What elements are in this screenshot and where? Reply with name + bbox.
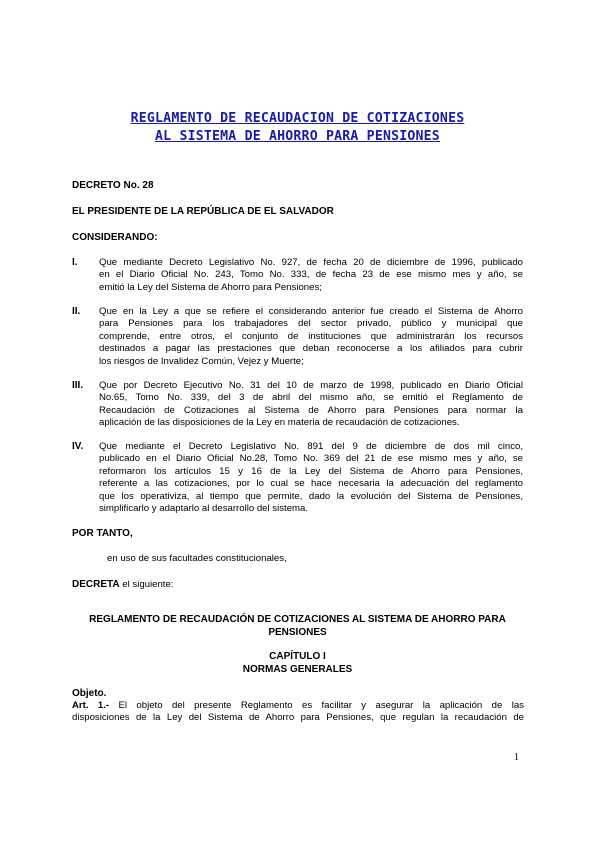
decreto-number: DECRETO No. 28 bbox=[72, 180, 154, 191]
presidente-heading: EL PRESIDENTE DE LA REPÚBLICA DE EL SALVADOR bbox=[72, 206, 334, 217]
considerando-paragraph-1 bbox=[99, 257, 523, 294]
chapter-heading bbox=[60, 651, 535, 676]
considerando-numeral-3: III. bbox=[72, 380, 84, 391]
paragraph-line: aplicación de las disposiciones de la Ley en materia de recaudación de cotizaciones. bbox=[99, 417, 460, 429]
document-title-line-2: AL SISTEMA DE AHORRO PARA PENSIONES bbox=[155, 129, 440, 144]
decreta-rest: el siguiente: bbox=[119, 579, 174, 590]
considerando-paragraph-4 bbox=[99, 441, 523, 515]
considerando-numeral-1: I. bbox=[72, 257, 78, 268]
chapter-number: CAPÍTULO I bbox=[269, 651, 326, 662]
objeto-heading: Objeto. bbox=[72, 688, 107, 699]
considerando-paragraph-2 bbox=[99, 306, 523, 368]
article-1-label: Art. 1.- bbox=[72, 700, 110, 711]
paragraph-line: referente a las cotizaciones, por lo cual se hace necesaria la adecuación del reglamento bbox=[99, 478, 523, 490]
paragraph-line: Que en la Ley a que se refiere el considerando anterior fue creado el Sistema de Ahorro bbox=[99, 306, 523, 317]
chapter-title: NORMAS GENERALES bbox=[242, 663, 353, 675]
decreta-line bbox=[72, 579, 173, 590]
paragraph-line: para Pensiones para los trabajadores del sector privado, público y municipal que bbox=[99, 318, 523, 330]
reglamento-heading bbox=[60, 614, 535, 639]
decreta-bold: DECRETA bbox=[72, 579, 120, 590]
paragraph-line: Que mediante el Decreto Legislativo No. 891 del 9 de diciembre de dos mil cinco, bbox=[99, 441, 523, 452]
por-tanto-heading: POR TANTO, bbox=[72, 528, 133, 539]
reglamento-heading-line-2: PENSIONES bbox=[268, 626, 327, 638]
reglamento-heading-line-1: REGLAMENTO DE RECAUDACIÓN DE COTIZACIONES AL SISTEMA DE AHORRO PARA bbox=[89, 614, 506, 625]
considerando-paragraph-3 bbox=[99, 380, 523, 430]
paragraph-line: disposiciones de la Ley del Sistema de Ahorro para Pensiones, que regulan la recaudación de bbox=[72, 712, 524, 724]
paragraph-line: comprende, entre otros, el conjunto de instituciones que administrarán los recursos bbox=[99, 330, 523, 342]
paragraph-line: los riesgos de Invalidez Común, Vejez y Muerte; bbox=[99, 355, 304, 367]
article-1-text: El objeto del presente Reglamento es facilitar y asegurar la aplicación de las bbox=[109, 700, 524, 711]
page-number: 1 bbox=[514, 752, 519, 763]
document-title-line-1: REGLAMENTO DE RECAUDACION DE COTIZACIONES bbox=[130, 111, 465, 126]
facultades-text: en uso de sus facultades constitucionales, bbox=[107, 553, 287, 564]
paragraph-line: reformaron los artículos 15 y 16 de la Ley del Sistema de Ahorro para Pensiones, bbox=[99, 465, 523, 477]
paragraph-line: que los operativiza, al tiempo que permite, dado la evolución del Sistema de Pensiones, bbox=[99, 490, 523, 502]
paragraph-line: emitió la Ley del Sistema de Ahorro para Pensiones; bbox=[99, 281, 322, 293]
paragraph-line: destinados a pagar las prestaciones que deban reconocerse a los afiliados para cubrir bbox=[99, 343, 523, 355]
paragraph-line: simplificarlo y adaptarlo al desarrollo del sistema. bbox=[99, 503, 309, 515]
paragraph-line: Que mediante Decreto Legislativo No. 927, de fecha 20 de diciembre de 1996, publicado bbox=[99, 257, 523, 268]
paragraph-line: en el Diario Oficial No. 243, Tomo No. 333, de fecha 23 de ese mismo mes y año, se bbox=[99, 269, 523, 281]
paragraph-line: publicado en el Diario Oficial No.28, Tomo No. 369 del 21 de ese mismo mes y año, se bbox=[99, 453, 523, 465]
paragraph-line bbox=[72, 700, 524, 712]
paragraph-line: Que por Decreto Ejecutivo No. 31 del 10 de marzo de 1998, publicado en Diario Oficial bbox=[99, 380, 523, 391]
considerando-numeral-4: IV. bbox=[72, 441, 84, 452]
paragraph-line: No.65, Tomo No. 339, del 3 de abril del mismo año, se emitió el Reglamento de bbox=[99, 392, 523, 404]
article-1-paragraph bbox=[72, 700, 524, 725]
considerando-heading: CONSIDERANDO: bbox=[72, 232, 158, 243]
considerando-numeral-2: II. bbox=[72, 306, 81, 317]
paragraph-line: Recaudación de Cotizaciones al Sistema de Ahorro para Pensiones para normar la bbox=[99, 404, 523, 416]
